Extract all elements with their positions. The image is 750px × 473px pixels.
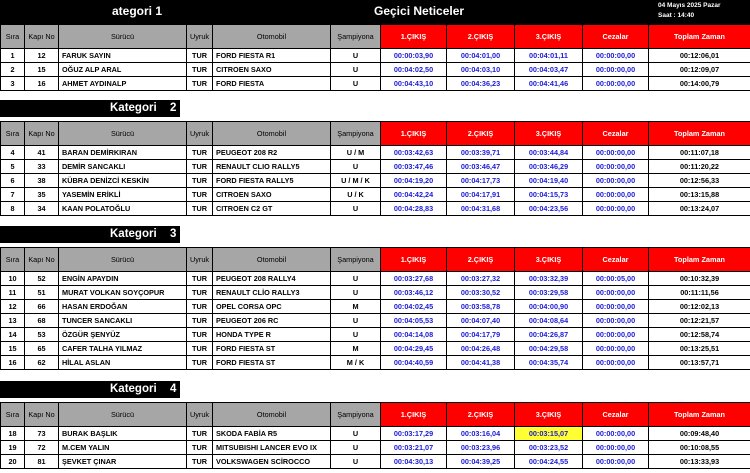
stage3-time-cell: 00:04:03,47: [515, 63, 583, 77]
stage1-time-cell: 00:00:03,90: [381, 49, 447, 63]
header-row: [1, 25, 750, 49]
stage1-time-cell: 00:04:02,45: [381, 300, 447, 314]
championship-cell: U: [331, 202, 381, 216]
championship-header: Şampiyona: [331, 122, 381, 146]
total-time-cell: 00:11:20,22: [649, 160, 750, 174]
car-header: Otomobil: [213, 122, 331, 146]
championship-cell: U: [331, 427, 381, 441]
championship-cell: U: [331, 328, 381, 342]
table-row: [1, 300, 750, 314]
sira-header: Sıra: [1, 403, 25, 427]
position-cell: 6: [1, 174, 25, 188]
stage3-header: 3.ÇIKIŞ: [515, 248, 583, 272]
table-row: [1, 342, 750, 356]
position-cell: 14: [1, 328, 25, 342]
stage3-time-cell: 00:03:46,29: [515, 160, 583, 174]
category-bar: [0, 100, 180, 117]
car-cell: FORD FIESTA ST: [213, 356, 331, 370]
position-cell: 13: [1, 314, 25, 328]
stage1-header: 1.ÇIKIŞ: [381, 248, 447, 272]
driver-cell: DEMİR SANCAKLI: [59, 160, 187, 174]
stage3-header: 3.ÇIKIŞ: [515, 25, 583, 49]
table-row: [1, 77, 750, 91]
championship-header: Şampiyona: [331, 248, 381, 272]
results-table: [0, 402, 750, 469]
category-label: Kategori: [110, 228, 157, 240]
car-cell: FORD FIESTA R1: [213, 49, 331, 63]
driver-cell: KÜBRA DENİZCİ KESKİN: [59, 174, 187, 188]
door-number-cell: 72: [25, 441, 59, 455]
time-text: Saat : 14:40: [658, 12, 695, 19]
door-number-cell: 35: [25, 188, 59, 202]
penalty-cell: 00:00:00,00: [583, 63, 649, 77]
position-cell: 19: [1, 441, 25, 455]
position-cell: 18: [1, 427, 25, 441]
stage2-time-cell: 00:04:07,40: [447, 314, 515, 328]
championship-cell: U: [331, 455, 381, 469]
driver-header: Sürücü: [59, 403, 187, 427]
stage1-time-cell: 00:04:19,20: [381, 174, 447, 188]
nationality-header: Uyruk: [187, 248, 213, 272]
stage1-header: 1.ÇIKIŞ: [381, 403, 447, 427]
championship-cell: U: [331, 441, 381, 455]
stage2-time-cell: 00:04:03,10: [447, 63, 515, 77]
stage3-time-cell: 00:04:01,11: [515, 49, 583, 63]
penalty-cell: 00:00:00,00: [583, 146, 649, 160]
stage2-time-cell: 00:03:39,71: [447, 146, 515, 160]
nationality-cell: TUR: [187, 272, 213, 286]
position-cell: 2: [1, 63, 25, 77]
table-row: [1, 427, 750, 441]
position-cell: 12: [1, 300, 25, 314]
sira-header: Sıra: [1, 25, 25, 49]
total-time-header: Toplam Zaman: [649, 248, 750, 272]
stage3-time-cell: 00:04:00,90: [515, 300, 583, 314]
total-time-cell: 00:13:33,93: [649, 455, 750, 469]
penalty-cell: 00:00:00,00: [583, 342, 649, 356]
date-text: 04 Mayıs 2025 Pazar: [658, 2, 721, 9]
penalties-header: Cezalar: [583, 403, 649, 427]
driver-cell: HİLAL ASLAN: [59, 356, 187, 370]
total-time-cell: 00:12:06,01: [649, 49, 750, 63]
stage2-time-cell: 00:04:26,48: [447, 342, 515, 356]
nationality-cell: TUR: [187, 342, 213, 356]
stage2-time-cell: 00:04:17,73: [447, 174, 515, 188]
table-row: [1, 441, 750, 455]
penalty-cell: 00:00:00,00: [583, 286, 649, 300]
total-time-cell: 00:13:15,88: [649, 188, 750, 202]
car-cell: FORD FIESTA RALLY5: [213, 174, 331, 188]
door-number-cell: 65: [25, 342, 59, 356]
penalty-cell: 00:00:00,00: [583, 356, 649, 370]
category-bar: [0, 226, 180, 243]
results-header-bar: [0, 0, 750, 24]
door-number-cell: 81: [25, 455, 59, 469]
penalty-cell: 00:00:00,00: [583, 202, 649, 216]
car-header: Otomobil: [213, 25, 331, 49]
championship-cell: U: [331, 49, 381, 63]
nationality-header: Uyruk: [187, 25, 213, 49]
driver-cell: ŞEVKET ÇINAR: [59, 455, 187, 469]
penalties-header: Cezalar: [583, 248, 649, 272]
nationality-cell: TUR: [187, 455, 213, 469]
car-cell: PEUGEOT 208 R2: [213, 146, 331, 160]
door-number-cell: 16: [25, 77, 59, 91]
door-number-cell: 68: [25, 314, 59, 328]
stage2-time-cell: 00:03:23,96: [447, 441, 515, 455]
penalty-cell: 00:00:00,00: [583, 49, 649, 63]
penalties-header: Cezalar: [583, 122, 649, 146]
stage2-header: 2.ÇIKIŞ: [447, 403, 515, 427]
stage2-time-cell: 00:04:01,00: [447, 49, 515, 63]
car-cell: HONDA TYPE R: [213, 328, 331, 342]
category-section: [0, 381, 750, 469]
stage1-time-cell: 00:04:43,10: [381, 77, 447, 91]
header-row: [1, 248, 750, 272]
results-table: [0, 121, 750, 216]
stage3-time-cell: 00:04:26,87: [515, 328, 583, 342]
position-cell: 15: [1, 342, 25, 356]
nationality-cell: TUR: [187, 356, 213, 370]
car-cell: MITSUBISHI LANCER EVO IX: [213, 441, 331, 455]
door-number-cell: 15: [25, 63, 59, 77]
stage2-time-cell: 00:03:16,04: [447, 427, 515, 441]
nationality-header: Uyruk: [187, 122, 213, 146]
driver-cell: FARUK SAYIN: [59, 49, 187, 63]
stage3-time-cell: 00:04:41,46: [515, 77, 583, 91]
stage1-time-cell: 00:03:17,29: [381, 427, 447, 441]
stage3-time-cell: 00:03:29,58: [515, 286, 583, 300]
header-row: [1, 122, 750, 146]
total-time-cell: 00:12:09,07: [649, 63, 750, 77]
car-cell: VOLKSWAGEN SCİROCCO: [213, 455, 331, 469]
sira-header: Sıra: [1, 248, 25, 272]
car-cell: CITROEN SAXO: [213, 63, 331, 77]
stage2-header: 2.ÇIKIŞ: [447, 122, 515, 146]
penalty-cell: 00:00:00,00: [583, 300, 649, 314]
door-number-cell: 41: [25, 146, 59, 160]
stage1-time-cell: 00:04:40,59: [381, 356, 447, 370]
position-cell: 8: [1, 202, 25, 216]
table-row: [1, 314, 750, 328]
total-time-header: Toplam Zaman: [649, 403, 750, 427]
championship-cell: M / K: [331, 356, 381, 370]
total-time-cell: 00:12:02,13: [649, 300, 750, 314]
driver-cell: M.CEM YALIN: [59, 441, 187, 455]
total-time-cell: 00:13:25,51: [649, 342, 750, 356]
nationality-cell: TUR: [187, 286, 213, 300]
category-bar: [0, 381, 180, 398]
table-row: [1, 63, 750, 77]
car-cell: SKODA FABİA R5: [213, 427, 331, 441]
total-time-cell: 00:13:24,07: [649, 202, 750, 216]
door-number-cell: 12: [25, 49, 59, 63]
championship-cell: U / K: [331, 188, 381, 202]
penalty-cell: 00:00:00,00: [583, 77, 649, 91]
penalty-cell: 00:00:00,00: [583, 441, 649, 455]
stage2-time-cell: 00:04:39,25: [447, 455, 515, 469]
stage3-time-cell: 00:04:15,73: [515, 188, 583, 202]
driver-cell: CAFER TALHA YILMAZ: [59, 342, 187, 356]
penalty-cell: 00:00:00,00: [583, 314, 649, 328]
penalty-cell: 00:00:00,00: [583, 427, 649, 441]
car-cell: OPEL CORSA OPC: [213, 300, 331, 314]
stage2-header: 2.ÇIKIŞ: [447, 248, 515, 272]
table-row: [1, 356, 750, 370]
total-time-cell: 00:12:56,33: [649, 174, 750, 188]
stage1-time-cell: 00:04:30,13: [381, 455, 447, 469]
door-number-cell: 73: [25, 427, 59, 441]
stage3-time-cell: 00:03:23,52: [515, 441, 583, 455]
door-number-cell: 38: [25, 174, 59, 188]
penalties-header: Cezalar: [583, 25, 649, 49]
total-time-cell: 00:11:11,56: [649, 286, 750, 300]
championship-cell: U: [331, 314, 381, 328]
driver-cell: KAAN POLATOĞLU: [59, 202, 187, 216]
nationality-cell: TUR: [187, 328, 213, 342]
category-number: 4: [170, 383, 177, 395]
driver-header: Sürücü: [59, 122, 187, 146]
nationality-cell: TUR: [187, 300, 213, 314]
door-number-cell: 33: [25, 160, 59, 174]
sira-header: Sıra: [1, 122, 25, 146]
position-cell: 7: [1, 188, 25, 202]
stage1-time-cell: 00:03:46,12: [381, 286, 447, 300]
stage2-header: 2.ÇIKIŞ: [447, 25, 515, 49]
car-header: Otomobil: [213, 403, 331, 427]
penalty-cell: 00:00:00,00: [583, 174, 649, 188]
driver-cell: BARAN DEMİRKIRAN: [59, 146, 187, 160]
stage3-header: 3.ÇIKIŞ: [515, 403, 583, 427]
stage1-time-cell: 00:04:42,24: [381, 188, 447, 202]
driver-cell: ENGİN APAYDIN: [59, 272, 187, 286]
door-number-cell: 34: [25, 202, 59, 216]
header-row: [1, 403, 750, 427]
date-time-info: [658, 1, 721, 21]
driver-cell: MURAT VOLKAN SOYÇOPUR: [59, 286, 187, 300]
total-time-cell: 00:11:07,18: [649, 146, 750, 160]
category-number: 3: [170, 228, 177, 240]
stage2-time-cell: 00:03:58,78: [447, 300, 515, 314]
car-header: Otomobil: [213, 248, 331, 272]
stage1-time-cell: 00:04:29,45: [381, 342, 447, 356]
nationality-cell: TUR: [187, 77, 213, 91]
stage3-header: 3.ÇIKIŞ: [515, 122, 583, 146]
stage3-time-cell: 00:04:29,58: [515, 342, 583, 356]
driver-header: Sürücü: [59, 25, 187, 49]
stage1-header: 1.ÇIKIŞ: [381, 25, 447, 49]
table-row: [1, 272, 750, 286]
kapi-header: Kapı No: [25, 122, 59, 146]
table-row: [1, 49, 750, 63]
door-number-cell: 53: [25, 328, 59, 342]
stage1-time-cell: 00:04:14,08: [381, 328, 447, 342]
total-time-cell: 00:12:21,57: [649, 314, 750, 328]
stage3-time-cell: 00:03:44,84: [515, 146, 583, 160]
penalty-cell: 00:00:00,00: [583, 328, 649, 342]
position-cell: 3: [1, 77, 25, 91]
door-number-cell: 66: [25, 300, 59, 314]
driver-cell: BURAK BAŞLIK: [59, 427, 187, 441]
kapi-header: Kapı No: [25, 25, 59, 49]
car-cell: RENAULT CLİO RALLY3: [213, 286, 331, 300]
driver-header: Sürücü: [59, 248, 187, 272]
table-row: [1, 286, 750, 300]
stage3-time-cell: 00:04:35,74: [515, 356, 583, 370]
total-time-cell: 00:10:08,55: [649, 441, 750, 455]
door-number-cell: 51: [25, 286, 59, 300]
nationality-cell: TUR: [187, 63, 213, 77]
table-row: [1, 455, 750, 469]
door-number-cell: 52: [25, 272, 59, 286]
driver-cell: YASEMİN ERİKLİ: [59, 188, 187, 202]
driver-cell: HASAN ERDOĞAN: [59, 300, 187, 314]
championship-cell: U: [331, 272, 381, 286]
position-cell: 10: [1, 272, 25, 286]
stage2-time-cell: 00:04:41,38: [447, 356, 515, 370]
category-section: [0, 24, 750, 91]
position-cell: 4: [1, 146, 25, 160]
stage1-header: 1.ÇIKIŞ: [381, 122, 447, 146]
stage1-time-cell: 00:03:27,68: [381, 272, 447, 286]
stage3-time-cell: 00:04:19,40: [515, 174, 583, 188]
nationality-cell: TUR: [187, 160, 213, 174]
nationality-cell: TUR: [187, 314, 213, 328]
stage2-time-cell: 00:04:17,79: [447, 328, 515, 342]
table-row: [1, 202, 750, 216]
total-time-cell: 00:10:32,39: [649, 272, 750, 286]
penalty-cell: 00:00:00,00: [583, 188, 649, 202]
nationality-cell: TUR: [187, 427, 213, 441]
table-row: [1, 328, 750, 342]
stage2-time-cell: 00:04:31,68: [447, 202, 515, 216]
nationality-cell: TUR: [187, 441, 213, 455]
category-number: 2: [170, 102, 177, 114]
nationality-cell: TUR: [187, 174, 213, 188]
penalty-cell: 00:00:00,00: [583, 455, 649, 469]
stage3-time-cell: 00:04:08,64: [515, 314, 583, 328]
total-time-cell: 00:13:57,71: [649, 356, 750, 370]
stage2-time-cell: 00:03:46,47: [447, 160, 515, 174]
table-row: [1, 188, 750, 202]
car-cell: RENAULT CLIO RALLY5: [213, 160, 331, 174]
stage1-time-cell: 00:04:02,50: [381, 63, 447, 77]
championship-cell: U / M: [331, 146, 381, 160]
championship-cell: M: [331, 300, 381, 314]
position-cell: 5: [1, 160, 25, 174]
penalty-cell: 00:00:00,00: [583, 160, 649, 174]
driver-cell: AHMET AYDINALP: [59, 77, 187, 91]
stage3-time-cell: 00:03:32,39: [515, 272, 583, 286]
stage3-time-cell: 00:03:15,07: [515, 427, 583, 441]
nationality-cell: TUR: [187, 49, 213, 63]
car-cell: FORD FIESTA ST: [213, 342, 331, 356]
table-row: [1, 174, 750, 188]
category-section: [0, 100, 750, 216]
kapi-header: Kapı No: [25, 403, 59, 427]
table-row: [1, 160, 750, 174]
category-label: Kategori: [110, 383, 157, 395]
door-number-cell: 62: [25, 356, 59, 370]
position-cell: 1: [1, 49, 25, 63]
championship-cell: U: [331, 160, 381, 174]
championship-cell: M: [331, 342, 381, 356]
car-cell: PEUGEOT 206 RC: [213, 314, 331, 328]
driver-cell: TUNCER SANCAKLI: [59, 314, 187, 328]
stage1-time-cell: 00:04:28,83: [381, 202, 447, 216]
car-cell: CITROEN SAXO: [213, 188, 331, 202]
championship-cell: U: [331, 286, 381, 300]
car-cell: CITROEN C2 GT: [213, 202, 331, 216]
total-time-cell: 00:14:00,79: [649, 77, 750, 91]
stage2-time-cell: 00:03:30,52: [447, 286, 515, 300]
championship-cell: U / M / K: [331, 174, 381, 188]
championship-header: Şampiyona: [331, 403, 381, 427]
stage1-time-cell: 00:03:47,46: [381, 160, 447, 174]
stage2-time-cell: 00:04:17,91: [447, 188, 515, 202]
stage2-time-cell: 00:04:36,23: [447, 77, 515, 91]
nationality-header: Uyruk: [187, 403, 213, 427]
championship-header: Şampiyona: [331, 25, 381, 49]
table-row: [1, 146, 750, 160]
kapi-header: Kapı No: [25, 248, 59, 272]
penalty-cell: 00:00:05,00: [583, 272, 649, 286]
championship-cell: U: [331, 77, 381, 91]
driver-cell: OĞUZ ALP ARAL: [59, 63, 187, 77]
category-1-label: ategori 1: [112, 4, 163, 18]
stage1-time-cell: 00:03:42,63: [381, 146, 447, 160]
championship-cell: U: [331, 63, 381, 77]
car-cell: FORD FIESTA: [213, 77, 331, 91]
page-title: Geçici Neticeler: [374, 4, 465, 18]
stage1-time-cell: 00:03:21,07: [381, 441, 447, 455]
results-table: [0, 24, 750, 91]
nationality-cell: TUR: [187, 202, 213, 216]
position-cell: 16: [1, 356, 25, 370]
results-table: [0, 247, 750, 370]
stage3-time-cell: 00:04:24,55: [515, 455, 583, 469]
stage1-time-cell: 00:04:05,53: [381, 314, 447, 328]
nationality-cell: TUR: [187, 188, 213, 202]
category-label: Kategori: [110, 102, 157, 114]
driver-cell: ÖZGÜR ŞENYÜZ: [59, 328, 187, 342]
total-time-cell: 00:09:48,40: [649, 427, 750, 441]
category-section: [0, 226, 750, 370]
stage2-time-cell: 00:03:27,32: [447, 272, 515, 286]
total-time-header: Toplam Zaman: [649, 25, 750, 49]
car-cell: PEUGEOT 208 RALLY4: [213, 272, 331, 286]
total-time-cell: 00:12:58,74: [649, 328, 750, 342]
position-cell: 20: [1, 455, 25, 469]
nationality-cell: TUR: [187, 146, 213, 160]
total-time-header: Toplam Zaman: [649, 122, 750, 146]
position-cell: 11: [1, 286, 25, 300]
stage3-time-cell: 00:04:23,56: [515, 202, 583, 216]
